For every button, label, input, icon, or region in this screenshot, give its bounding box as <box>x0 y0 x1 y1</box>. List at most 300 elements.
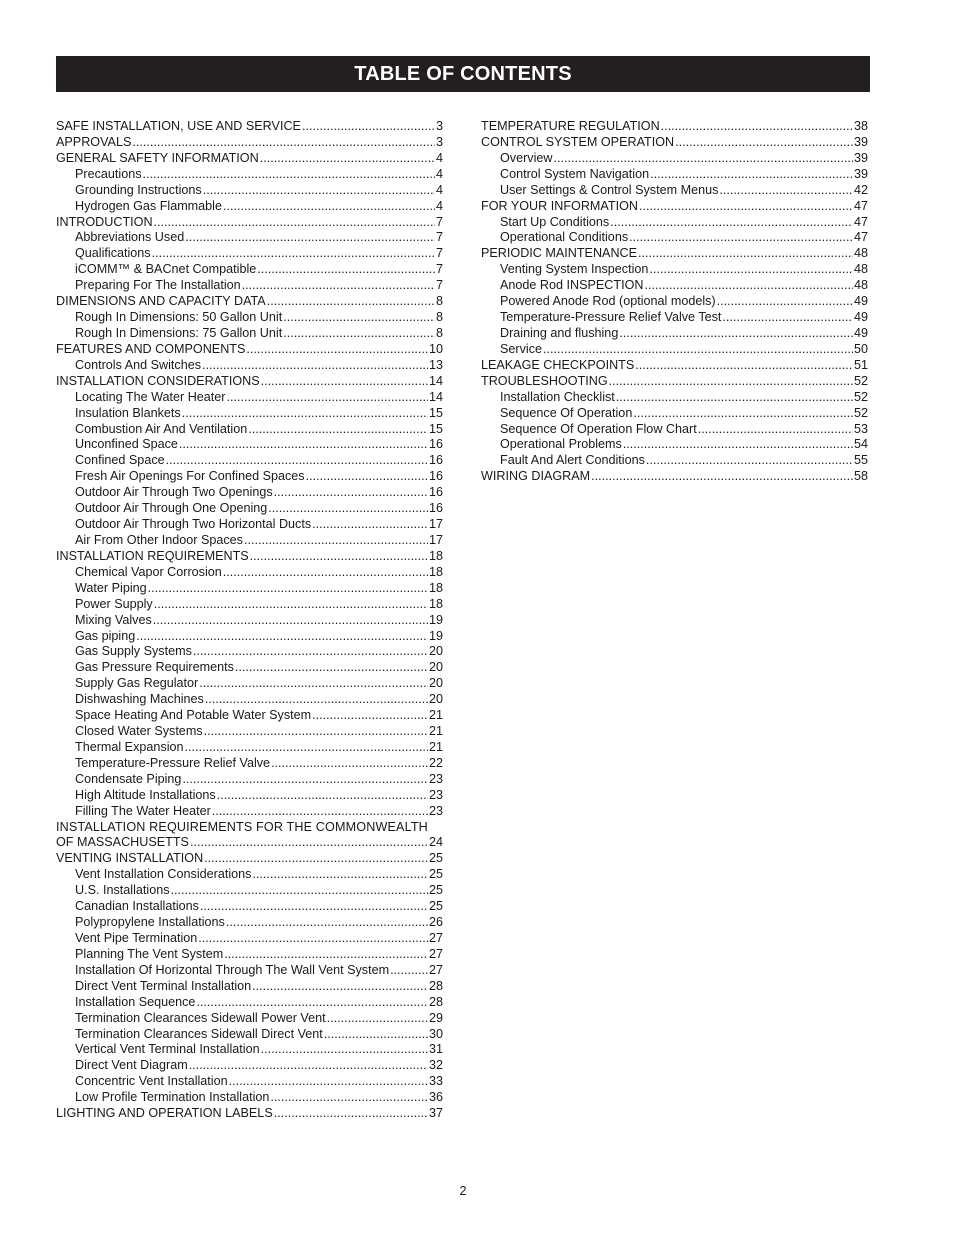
toc-entry[interactable] <box>56 581 443 597</box>
toc-entry-title: Concentric Vent Installation <box>75 1074 228 1089</box>
toc-dot-leader <box>252 979 428 995</box>
toc-dot-leader <box>217 788 428 804</box>
toc-dot-leader <box>199 676 428 692</box>
toc-dot-leader <box>324 1027 428 1043</box>
toc-entry[interactable] <box>56 390 443 406</box>
toc-entry-title: Chemical Vapor Corrosion <box>75 564 222 579</box>
toc-entry-title: Termination Clearances Sidewall Direct Vent <box>75 1026 323 1041</box>
toc-dot-leader <box>283 326 435 342</box>
toc-entry-page: 25 <box>428 883 443 898</box>
toc-entry-page: 37 <box>428 1106 443 1121</box>
toc-dot-leader <box>633 406 853 422</box>
page-title: TABLE OF CONTENTS <box>354 62 572 85</box>
toc-dot-leader <box>327 1011 428 1027</box>
toc-entry-page: 8 <box>435 294 443 309</box>
toc-entry[interactable] <box>56 549 443 565</box>
toc-entry[interactable] <box>56 453 443 469</box>
toc-entry-title: Powered Anode Rod (optional models) <box>500 294 716 309</box>
toc-entry[interactable] <box>56 469 443 485</box>
toc-entry[interactable] <box>56 629 443 645</box>
toc-entry[interactable] <box>56 501 443 517</box>
toc-entry-title: High Altitude Installations <box>75 787 216 802</box>
toc-entry-page: 15 <box>428 405 443 420</box>
toc-entry-title: Installation Sequence <box>75 994 196 1009</box>
toc-entry-title: Insulation Blankets <box>75 405 181 420</box>
toc-entry-title: User Settings & Control System Menus <box>500 182 719 197</box>
toc-dot-leader <box>650 167 853 183</box>
toc-dot-leader <box>185 740 428 756</box>
toc-dot-leader <box>143 167 435 183</box>
toc-dot-leader <box>609 374 853 390</box>
toc-dot-leader <box>270 1090 428 1106</box>
toc-entry-page: 48 <box>853 262 868 277</box>
toc-entry[interactable] <box>56 947 443 963</box>
toc-entry-page: 50 <box>853 341 868 356</box>
toc-dot-leader <box>171 883 428 899</box>
toc-entry[interactable] <box>56 931 443 947</box>
toc-entry-page: 32 <box>428 1058 443 1073</box>
toc-entry[interactable] <box>481 167 868 183</box>
toc-entry[interactable] <box>481 151 868 167</box>
toc-dot-leader <box>224 947 428 963</box>
toc-entry[interactable] <box>56 676 443 692</box>
toc-entry-page: 23 <box>428 771 443 786</box>
toc-entry[interactable] <box>481 278 868 294</box>
toc-entry-page: 7 <box>435 214 443 229</box>
toc-entry-title: FOR YOUR INFORMATION <box>481 198 638 213</box>
toc-entry[interactable] <box>56 1090 443 1106</box>
toc-entry[interactable] <box>56 995 443 1011</box>
toc-entry-page: 31 <box>428 1042 443 1057</box>
toc-entry-title: Hydrogen Gas Flammable <box>75 198 222 213</box>
toc-entry[interactable] <box>56 788 443 804</box>
toc-entry-page: 33 <box>428 1074 443 1089</box>
toc-dot-leader <box>553 151 853 167</box>
toc-dot-leader <box>623 437 853 453</box>
toc-entry-title: WIRING DIAGRAM <box>481 469 591 484</box>
toc-entry-page: 16 <box>428 437 443 452</box>
toc-entry[interactable] <box>56 883 443 899</box>
toc-entry-title: Direct Vent Terminal Installation <box>75 978 252 993</box>
toc-dot-leader <box>312 708 428 724</box>
toc-entry-title: Start Up Conditions <box>500 214 610 229</box>
toc-dot-leader <box>229 1074 428 1090</box>
toc-entry[interactable] <box>56 485 443 501</box>
toc-dot-leader <box>190 835 428 851</box>
toc-dot-leader <box>204 851 428 867</box>
toc-entry-title: Low Profile Termination Installation <box>75 1090 270 1105</box>
toc-entry[interactable] <box>481 199 868 215</box>
toc-entry[interactable] <box>56 692 443 708</box>
toc-dot-leader <box>261 374 428 390</box>
toc-entry[interactable] <box>56 533 443 549</box>
toc-entry[interactable] <box>481 215 868 231</box>
toc-entry[interactable] <box>56 660 443 676</box>
toc-entry[interactable] <box>56 851 443 867</box>
toc-entry-title: Gas Supply Systems <box>75 644 192 659</box>
toc-entry[interactable] <box>481 230 868 246</box>
toc-dot-leader <box>223 565 428 581</box>
toc-entry-page: 22 <box>428 755 443 770</box>
toc-entry-title: Sequence Of Operation <box>500 405 633 420</box>
toc-entry[interactable] <box>56 406 443 422</box>
toc-entry-title: OF MASSACHUSETTS <box>56 835 189 850</box>
toc-entry-page: 48 <box>853 278 868 293</box>
toc-entry-page: 15 <box>428 421 443 436</box>
toc-entry-title: Temperature-Pressure Relief Valve Test <box>500 310 722 325</box>
toc-entry-title: Canadian Installations <box>75 899 199 914</box>
toc-dot-leader <box>261 1042 428 1058</box>
toc-entry-title: Installation Checklist <box>500 389 615 404</box>
toc-entry[interactable] <box>481 246 868 262</box>
toc-dot-leader <box>616 390 853 406</box>
toc-entry[interactable] <box>56 294 443 310</box>
toc-dot-leader <box>312 517 428 533</box>
toc-entry-page: 3 <box>435 134 443 149</box>
toc-entry-page: 17 <box>428 517 443 532</box>
toc-entry[interactable] <box>56 899 443 915</box>
toc-entry-title: Supply Gas Regulator <box>75 676 199 691</box>
toc-entry[interactable] <box>56 1074 443 1090</box>
toc-entry-page: 47 <box>853 214 868 229</box>
toc-dot-leader <box>645 278 853 294</box>
toc-entry-page: 54 <box>853 437 868 452</box>
toc-entry[interactable] <box>56 342 443 358</box>
toc-entry[interactable] <box>56 374 443 390</box>
toc-entry-page: 39 <box>853 150 868 165</box>
toc-entry-title: INSTALLATION CONSIDERATIONS <box>56 373 260 388</box>
toc-entry-page: 49 <box>853 325 868 340</box>
toc-entry-title: TEMPERATURE REGULATION <box>481 119 660 133</box>
toc-entry[interactable] <box>481 453 868 469</box>
toc-entry-title: iCOMM™ & BACnet Compatible <box>75 262 257 277</box>
toc-entry[interactable] <box>56 867 443 883</box>
toc-entry-page: 27 <box>428 931 443 946</box>
toc-entry-title: Unconfined Space <box>75 437 178 452</box>
toc-entry-page: 27 <box>428 962 443 977</box>
toc-entry-page: 4 <box>435 166 443 181</box>
toc-right-column <box>481 119 868 485</box>
toc-entry-page: 7 <box>435 230 443 245</box>
toc-entry-page: 25 <box>428 899 443 914</box>
toc-entry-title: TROUBLESHOOTING <box>481 373 608 388</box>
toc-entry-title: Rough In Dimensions: 50 Gallon Unit <box>75 310 283 325</box>
toc-entry-title: U.S. Installations <box>75 883 170 898</box>
toc-entry[interactable] <box>56 979 443 995</box>
toc-entry-page: 47 <box>853 198 868 213</box>
toc-entry-title: Service <box>500 341 542 356</box>
toc-entry-title: Locating The Water Heater <box>75 389 226 404</box>
toc-entry-page: 47 <box>853 230 868 245</box>
toc-entry-title: Installation Of Horizontal Through The Wall Vent System <box>75 962 390 977</box>
toc-dot-leader <box>136 629 428 645</box>
toc-entry-page: 52 <box>853 405 868 420</box>
toc-entry-page: 19 <box>428 628 443 643</box>
toc-entry[interactable] <box>481 437 868 453</box>
toc-entry[interactable] <box>481 422 868 438</box>
toc-dot-leader <box>148 581 428 597</box>
toc-entry[interactable] <box>481 135 868 151</box>
toc-dot-leader <box>154 597 428 613</box>
toc-entry-page: 42 <box>853 182 868 197</box>
toc-entry-page: 39 <box>853 166 868 181</box>
toc-dot-leader <box>205 692 428 708</box>
toc-entry-title: Venting System Inspection <box>500 262 649 277</box>
toc-entry-title: Direct Vent Diagram <box>75 1058 188 1073</box>
toc-entry[interactable] <box>56 183 443 199</box>
toc-entry[interactable] <box>481 358 868 374</box>
toc-entry[interactable] <box>56 167 443 183</box>
toc-dot-leader <box>639 199 853 215</box>
toc-entry[interactable] <box>481 310 868 326</box>
toc-entry-title: Sequence Of Operation Flow Chart <box>500 421 697 436</box>
toc-entry[interactable] <box>56 278 443 294</box>
toc-dot-leader <box>227 390 428 406</box>
toc-dot-leader <box>235 660 428 676</box>
toc-entry[interactable] <box>56 1042 443 1058</box>
toc-entry-title: Vent Pipe Termination <box>75 931 198 946</box>
toc-entry-page: 36 <box>428 1090 443 1105</box>
toc-entry-page: 52 <box>853 373 868 388</box>
toc-entry-page: 39 <box>853 134 868 149</box>
toc-dot-leader <box>629 230 853 246</box>
toc-entry-title: Confined Space <box>75 453 165 468</box>
toc-dot-leader <box>390 963 428 979</box>
toc-entry[interactable] <box>56 151 443 167</box>
toc-entry[interactable] <box>56 437 443 453</box>
toc-entry[interactable] <box>56 310 443 326</box>
toc-entry-page: 7 <box>435 246 443 261</box>
toc-entry[interactable] <box>56 422 443 438</box>
toc-dot-leader <box>204 724 428 740</box>
toc-left-column <box>56 119 443 1122</box>
toc-entry[interactable] <box>56 724 443 740</box>
toc-entry[interactable] <box>481 390 868 406</box>
toc-dot-leader <box>619 326 853 342</box>
toc-entry-title: Gas Pressure Requirements <box>75 660 234 675</box>
toc-dot-leader <box>244 533 428 549</box>
toc-entry-title: Air From Other Indoor Spaces <box>75 532 243 547</box>
toc-entry-title: Precautions <box>75 166 142 181</box>
toc-entry[interactable] <box>56 246 443 262</box>
toc-entry-title: Dishwashing Machines <box>75 692 204 707</box>
toc-entry-page: 16 <box>428 501 443 516</box>
toc-dot-leader <box>189 1058 428 1074</box>
toc-dot-leader <box>719 183 853 199</box>
toc-entry-title: Outdoor Air Through Two Openings <box>75 485 273 500</box>
toc-entry-page: 55 <box>853 453 868 468</box>
toc-entry[interactable] <box>481 374 868 390</box>
toc-entry-page: 52 <box>853 389 868 404</box>
toc-entry-page: 14 <box>428 373 443 388</box>
toc-entry[interactable] <box>56 119 443 135</box>
toc-entry-page: 8 <box>435 310 443 325</box>
toc-entry[interactable] <box>481 469 868 485</box>
toc-entry-title: Thermal Expansion <box>75 739 184 754</box>
toc-dot-leader <box>250 549 428 565</box>
toc-entry-page: 23 <box>428 803 443 818</box>
toc-dot-leader <box>646 453 853 469</box>
toc-dot-leader <box>246 342 428 358</box>
toc-entry-title: LEAKAGE CHECKPOINTS <box>481 357 635 372</box>
toc-entry-page: 27 <box>428 946 443 961</box>
toc-entry-title: INSTALLATION REQUIREMENTS FOR THE COMMONWEALTH <box>56 819 428 834</box>
toc-entry[interactable] <box>481 183 868 199</box>
toc-dot-leader <box>166 453 428 469</box>
toc-entry[interactable] <box>56 597 443 613</box>
toc-dot-leader <box>274 485 428 501</box>
toc-dot-leader <box>196 995 428 1011</box>
toc-entry[interactable] <box>56 804 443 820</box>
toc-dot-leader <box>543 342 853 358</box>
toc-entry[interactable] <box>56 517 443 533</box>
toc-entry[interactable] <box>481 342 868 358</box>
toc-entry-page: 16 <box>428 485 443 500</box>
toc-entry-page: 20 <box>428 676 443 691</box>
toc-entry-title: Water Piping <box>75 580 147 595</box>
toc-dot-leader <box>154 215 435 231</box>
toc-entry[interactable] <box>56 262 443 278</box>
toc-entry-title: FEATURES AND COMPONENTS <box>56 341 246 356</box>
toc-entry-title: Outdoor Air Through Two Horizontal Ducts <box>75 517 312 532</box>
toc-entry-title: Qualifications <box>75 246 151 261</box>
toc-entry[interactable] <box>481 119 868 135</box>
toc-entry-title: SAFE INSTALLATION, USE AND SERVICE <box>56 119 301 133</box>
toc-dot-leader <box>152 246 435 262</box>
toc-entry-page: 7 <box>435 262 443 277</box>
toc-entry-page: 26 <box>428 915 443 930</box>
toc-entry-page: 18 <box>428 564 443 579</box>
toc-entry[interactable] <box>481 326 868 342</box>
toc-entry[interactable] <box>56 740 443 756</box>
toc-entry-title: Space Heating And Potable Water System <box>75 708 312 723</box>
toc-entry[interactable] <box>481 262 868 278</box>
toc-entry[interactable] <box>56 358 443 374</box>
toc-dot-leader <box>274 1106 428 1122</box>
toc-dot-leader <box>223 199 435 215</box>
toc-entry-page: 18 <box>428 548 443 563</box>
toc-entry[interactable] <box>56 644 443 660</box>
toc-entry-title: Filling The Water Heater <box>75 803 211 818</box>
toc-entry[interactable] <box>56 1027 443 1043</box>
toc-entry-title: Operational Conditions <box>500 230 629 245</box>
toc-entry-title: VENTING INSTALLATION <box>56 851 204 866</box>
toc-entry-title: Anode Rod INSPECTION <box>500 278 644 293</box>
toc-entry[interactable] <box>56 1058 443 1074</box>
toc-dot-leader <box>283 310 435 326</box>
toc-entry-page: 3 <box>435 119 443 133</box>
toc-entry-page: 53 <box>853 421 868 436</box>
toc-entry[interactable] <box>56 915 443 931</box>
toc-entry-page: 30 <box>428 1026 443 1041</box>
toc-entry[interactable] <box>56 756 443 772</box>
toc-entry[interactable] <box>481 294 868 310</box>
toc-entry-page: 24 <box>428 835 443 850</box>
toc-entry[interactable] <box>56 135 443 151</box>
toc-entry-title: Mixing Valves <box>75 612 152 627</box>
toc-entry-title: Polypropylene Installations <box>75 915 225 930</box>
toc-entry-title: Gas piping <box>75 628 136 643</box>
toc-entry[interactable] <box>56 820 443 836</box>
toc-entry[interactable] <box>56 199 443 215</box>
toc-dot-leader <box>203 183 435 199</box>
toc-dot-leader <box>302 119 435 135</box>
toc-entry-title: LIGHTING AND OPERATION LABELS <box>56 1106 273 1121</box>
toc-entry-page: 48 <box>853 246 868 261</box>
toc-dot-leader <box>722 310 853 326</box>
toc-dot-leader <box>638 246 853 262</box>
toc-entry-page: 38 <box>853 119 868 133</box>
toc-entry[interactable] <box>56 565 443 581</box>
toc-entry[interactable] <box>481 406 868 422</box>
toc-entry-title: PERIODIC MAINTENANCE <box>481 246 638 261</box>
toc-entry-page: 23 <box>428 787 443 802</box>
toc-dot-leader <box>185 230 435 246</box>
toc-entry-page: 49 <box>853 310 868 325</box>
toc-dot-leader <box>193 644 428 660</box>
page-number: 2 <box>459 1184 467 1198</box>
toc-entry[interactable] <box>56 613 443 629</box>
toc-entry[interactable] <box>56 708 443 724</box>
toc-entry[interactable] <box>56 963 443 979</box>
toc-entry-title: Overview <box>500 150 553 165</box>
toc-dot-leader <box>252 867 428 883</box>
toc-entry-title: DIMENSIONS AND CAPACITY DATA <box>56 294 266 309</box>
toc-entry-title: Controls And Switches <box>75 357 201 372</box>
toc-entry-page: 10 <box>428 341 443 356</box>
toc-entry-title: Grounding Instructions <box>75 182 202 197</box>
toc-entry-page: 18 <box>428 580 443 595</box>
toc-dot-leader <box>698 422 853 438</box>
toc-dot-leader <box>306 469 428 485</box>
toc-entry-page: 18 <box>428 596 443 611</box>
toc-entry-title: Termination Clearances Sidewall Power Vent <box>75 1010 326 1025</box>
toc-entry[interactable] <box>56 230 443 246</box>
toc-entry-title: Condensate Piping <box>75 771 182 786</box>
toc-entry-page: 28 <box>428 994 443 1009</box>
toc-dot-leader <box>717 294 853 310</box>
toc-entry-title: Combustion Air And Ventilation <box>75 421 248 436</box>
toc-entry-page: 20 <box>428 644 443 659</box>
toc-entry-title: Fault And Alert Conditions <box>500 453 645 468</box>
toc-entry-title: Closed Water Systems <box>75 724 203 739</box>
toc-entry-page: 20 <box>428 660 443 675</box>
toc-entry[interactable] <box>56 835 443 851</box>
toc-header-bar <box>56 56 870 92</box>
toc-dot-leader <box>635 358 853 374</box>
toc-entry-title: APPROVALS <box>56 134 132 149</box>
toc-entry-title: Abbreviations Used <box>75 230 185 245</box>
toc-dot-leader <box>267 294 435 310</box>
toc-entry[interactable] <box>56 215 443 231</box>
toc-entry[interactable] <box>56 1106 443 1122</box>
toc-dot-leader <box>198 931 428 947</box>
toc-entry-page: 19 <box>428 612 443 627</box>
toc-dot-leader <box>661 119 853 135</box>
toc-entry-title: Temperature-Pressure Relief Valve <box>75 755 271 770</box>
toc-dot-leader <box>132 135 435 151</box>
toc-entry[interactable] <box>56 1011 443 1027</box>
toc-entry[interactable] <box>56 772 443 788</box>
toc-entry[interactable] <box>56 326 443 342</box>
toc-entry-title: Control System Navigation <box>500 166 650 181</box>
toc-entry-title: Preparing For The Installation <box>75 278 241 293</box>
toc-entry-page: 21 <box>428 708 443 723</box>
toc-entry-page: 8 <box>435 325 443 340</box>
toc-entry-page: 20 <box>428 692 443 707</box>
toc-dot-leader <box>202 358 428 374</box>
toc-entry-page: 4 <box>435 198 443 213</box>
